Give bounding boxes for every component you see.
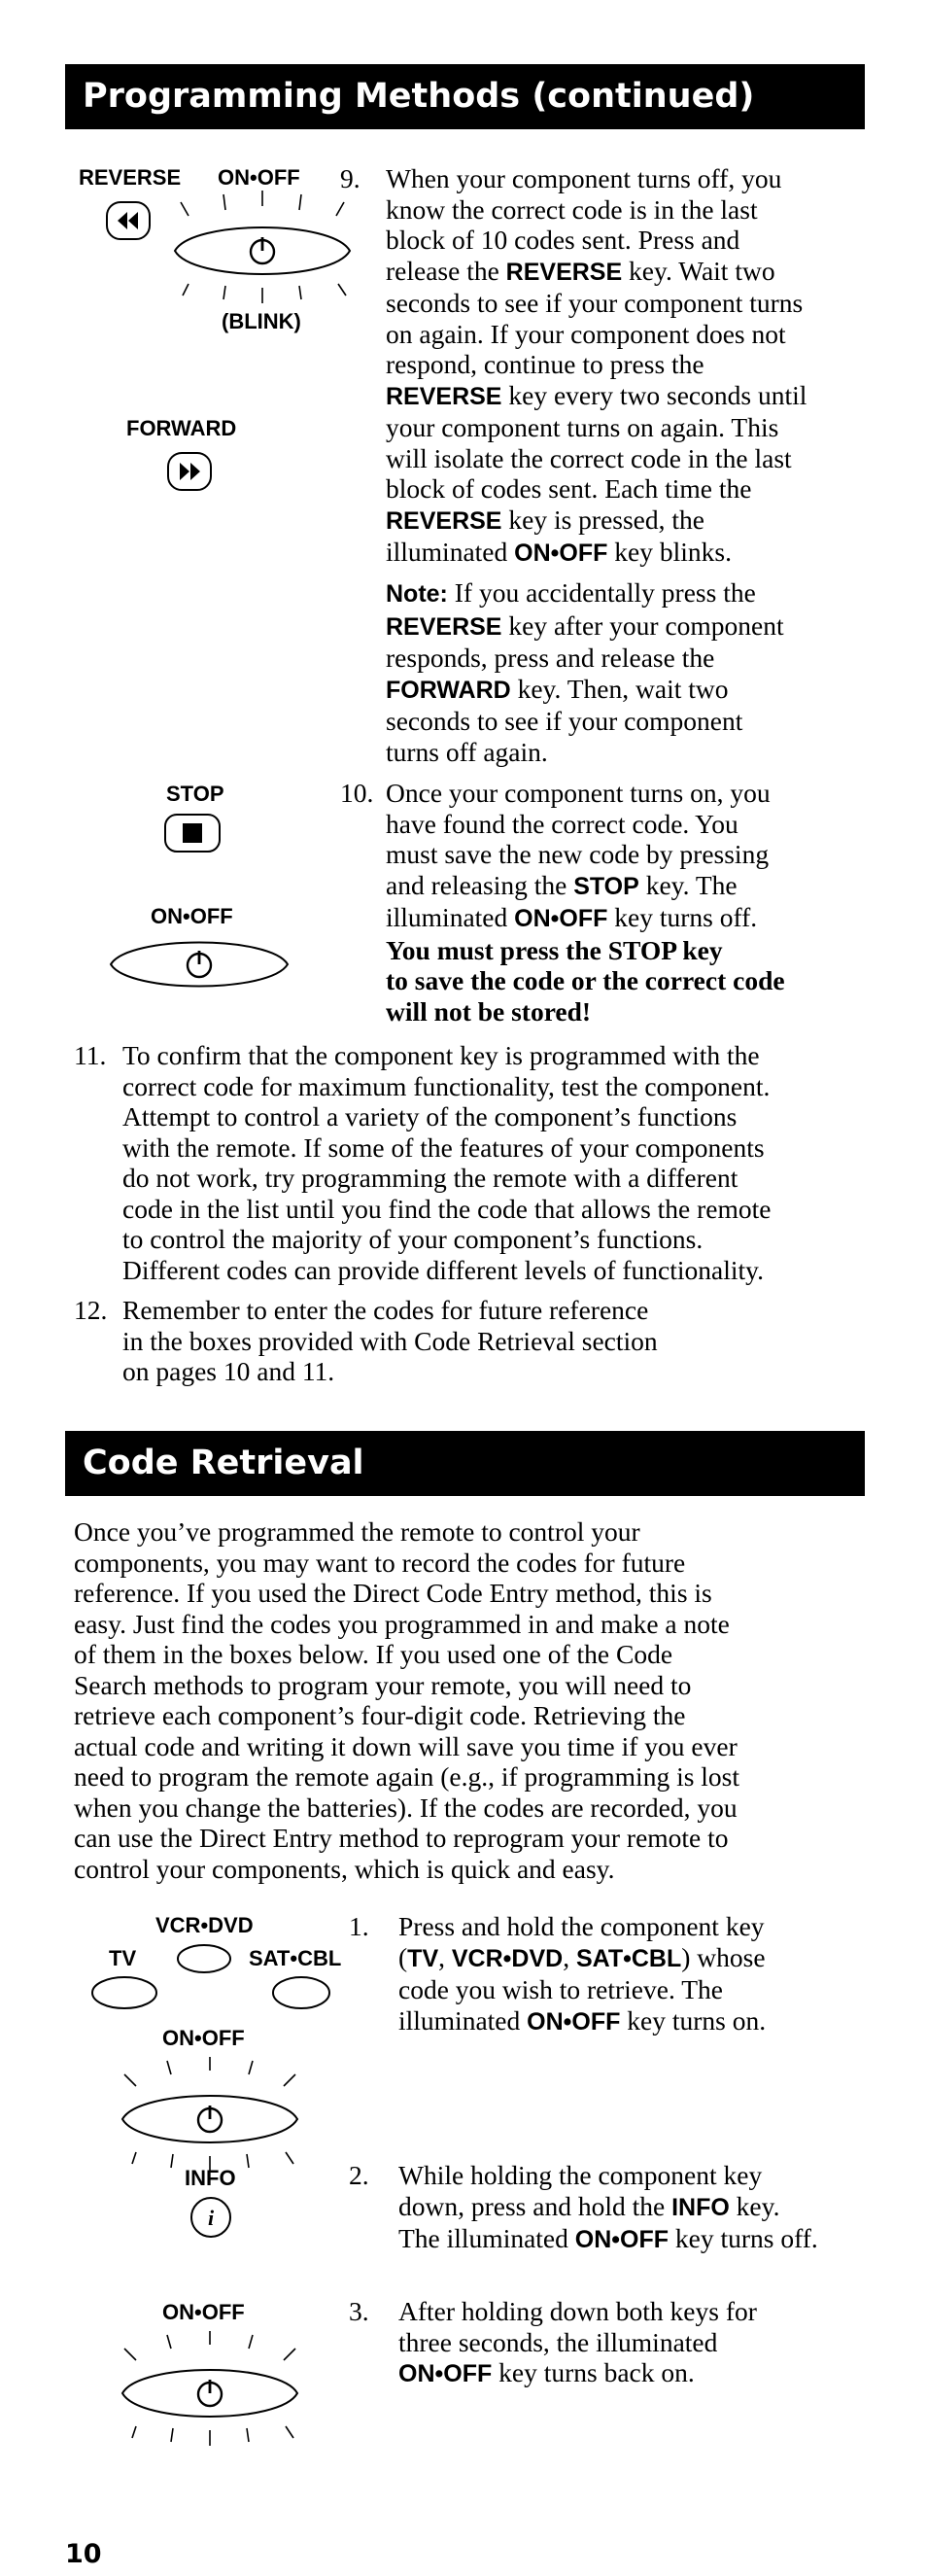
vcrdvd-key-icon — [175, 1942, 233, 1975]
cr-step1-number: 1. — [349, 1911, 369, 1941]
text-line: down, press and hold the INFO key. — [398, 2190, 780, 2221]
text-line: and releasing the STOP key. The — [386, 869, 738, 900]
text-line: respond, continue to press the — [386, 349, 704, 379]
text-line: REVERSE key every two seconds until — [386, 379, 807, 410]
svg-text:i: i — [207, 2206, 215, 2230]
text-line: to control the majority of your component’s functions. — [122, 1224, 704, 1254]
text-line: in the boxes provided with Code Retrieval section — [122, 1325, 658, 1356]
step10-text — [386, 778, 872, 1027]
text-line: illuminated ON•OFF key turns on. — [398, 2004, 767, 2036]
text-line: turns off again. — [386, 736, 548, 767]
text-line: on again. If your component does not — [386, 318, 786, 349]
cr-step3-text — [398, 2296, 865, 2390]
text-line: of them in the boxes below. If you used one of the Code — [74, 1639, 673, 1669]
section-title-code-retrieval: Code Retrieval — [65, 1431, 865, 1496]
text-line: seconds to see if your component — [386, 706, 743, 736]
cr-step2-text — [398, 2160, 865, 2256]
text-line: three seconds, the illuminated — [398, 2326, 718, 2357]
text-line: FORWARD key. Then, wait two — [386, 673, 729, 704]
text-line: have found the correct code. You — [386, 808, 738, 839]
onoff-key-blink-icon — [163, 191, 358, 307]
onoff-label: ON•OFF — [218, 165, 300, 190]
text-line: Press and hold the component key — [398, 1911, 765, 1941]
text-line: know the correct code is in the last — [386, 193, 758, 225]
section-title-programming-methods: Programming Methods (continued) — [65, 64, 865, 129]
stop-key-icon — [163, 813, 223, 855]
text-line: correct code for maximum functionality, test the component. — [122, 1070, 771, 1101]
text-line: REVERSE key after your component — [386, 609, 784, 641]
cr-step3-number: 3. — [349, 2296, 369, 2326]
text-line: with the remote. If some of the features of your components — [122, 1131, 765, 1163]
text-line: will isolate the correct code in the last — [386, 442, 792, 473]
step10-number: 10. — [340, 778, 374, 808]
blink-label: (BLINK) — [222, 309, 301, 333]
text-line: on pages 10 and 11. — [122, 1356, 335, 1386]
text-line: to save the code or the correct code — [386, 965, 785, 995]
step12-number: 12. — [74, 1295, 108, 1325]
text-line: will not be stored! — [386, 995, 592, 1027]
text-line: Once your component turns on, you — [386, 778, 771, 808]
forward-label: FORWARD — [126, 416, 237, 440]
step11-text — [122, 1040, 880, 1285]
reverse-key-icon — [105, 200, 154, 243]
text-line: release the REVERSE key. Wait two — [386, 255, 775, 286]
text-line: do not work, try programming the remote with a different — [122, 1163, 738, 1193]
tv-label: TV — [109, 1946, 137, 1970]
cr-step2-number: 2. — [349, 2160, 369, 2190]
info-key-icon — [189, 2195, 233, 2240]
text-line: The illuminated ON•OFF key turns off. — [398, 2223, 818, 2253]
onoff-label-step10: ON•OFF — [151, 904, 233, 928]
text-line: code in the list until you find the code that allows the remote — [122, 1193, 772, 1224]
step9-text — [386, 163, 872, 570]
text-line: While holding the component key — [398, 2160, 763, 2190]
code-retrieval-intro — [74, 1516, 880, 1884]
text-line: reference. If you used the Direct Code Entry method, this is — [74, 1578, 712, 1608]
step11-number: 11. — [74, 1040, 107, 1070]
text-line: After holding down both keys for — [398, 2296, 757, 2326]
text-line: seconds to see if your component turns — [386, 288, 804, 318]
text-line: responds, press and release the — [386, 643, 715, 673]
forward-key-icon — [166, 451, 215, 494]
text-line: Once you’ve programmed the remote to control your — [74, 1516, 640, 1547]
onoff-key-lit-icon — [115, 2051, 309, 2174]
text-line: Different codes can provide different levels of functionality. — [122, 1254, 765, 1285]
text-line: code you wish to retrieve. The — [398, 1974, 723, 2004]
text-line: You must press the STOP key — [386, 934, 723, 965]
step9-number: 9. — [340, 163, 360, 193]
onoff-label-cr3: ON•OFF — [162, 2300, 245, 2324]
page-number: 10 — [65, 2539, 102, 2569]
text-line: block of 10 codes sent. Press and — [386, 225, 740, 255]
text-line: retrieve each component’s four-digit code. Retrieving the — [74, 1700, 686, 1730]
satcbl-key-icon — [270, 1973, 332, 2012]
onoff-label-cr1: ON•OFF — [162, 2026, 245, 2050]
text-line: actual code and writing it down will save you time if you ever — [74, 1730, 738, 1761]
reverse-label: REVERSE — [79, 165, 182, 190]
text-line: easy. Just find the codes you programmed in and make a note — [74, 1608, 730, 1639]
text-line: your component turns on again. This — [386, 412, 779, 442]
vcrdvd-label: VCR•DVD — [155, 1913, 254, 1937]
text-line: Attempt to control a variety of the component’s functions — [122, 1101, 738, 1131]
text-line: (TV, VCR•DVD, SAT•CBL) whose — [398, 1941, 766, 1972]
text-line: need to program the remote again (e.g., if programming is lost — [74, 1761, 740, 1792]
text-line: REVERSE key is pressed, the — [386, 504, 704, 535]
cr-step1-text — [398, 1911, 865, 2037]
text-line: To confirm that the component key is programmed with the — [122, 1040, 760, 1070]
tv-key-icon — [89, 1973, 159, 2012]
text-line: Search methods to program your remote, you will need to — [74, 1669, 692, 1700]
info-label: INFO — [185, 2166, 236, 2190]
text-line: when you change the batteries). If the codes are recorded, you — [74, 1792, 738, 1823]
text-line: Remember to enter the codes for future reference — [122, 1295, 649, 1325]
text-line: illuminated ON•OFF key blinks. — [386, 537, 732, 567]
text-line: Note: If you accidentally press the — [386, 577, 756, 608]
onoff-key-lit-icon-2 — [115, 2325, 309, 2448]
text-line: can use the Direct Entry method to reprogram your remote to — [74, 1823, 729, 1853]
text-line: ON•OFF key turns back on. — [398, 2357, 695, 2387]
step12-text — [122, 1295, 880, 1387]
step9-note — [386, 577, 872, 767]
satcbl-label: SAT•CBL — [249, 1946, 342, 1970]
onoff-key-icon — [107, 933, 292, 995]
text-line: illuminated ON•OFF key turns off. — [386, 902, 758, 932]
text-line: must save the new code by pressing — [386, 839, 770, 869]
text-line: block of codes sent. Each time the — [386, 473, 752, 504]
stop-label: STOP — [166, 782, 224, 806]
text-line: components, you may want to record the codes for future — [74, 1547, 686, 1578]
text-line: When your component turns off, you — [386, 163, 782, 193]
text-line: control your components, which is quick and easy. — [74, 1853, 615, 1884]
